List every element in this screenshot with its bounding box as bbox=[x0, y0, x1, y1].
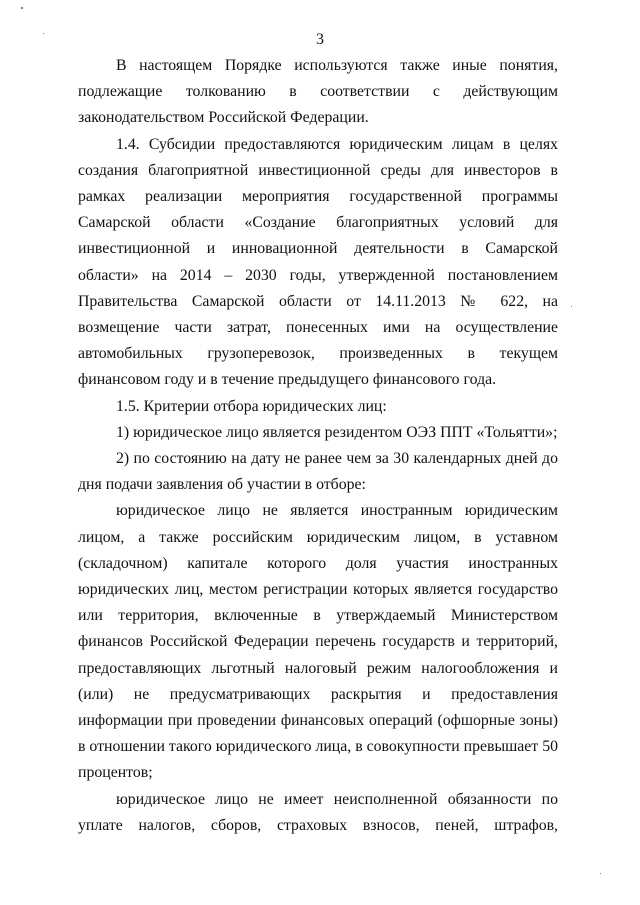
scan-speck bbox=[21, 7, 23, 9]
paragraph-1-4-subsidies: 1.4. Субсидии предоставляются юридическим лицам в целях создания благоприятной инвестиционной среды для инвесторов в рамках реализации мероприятия государственной программы Самарской области «Создание благоприятных условий для инвестиционной и инновационной деятельности в Самарской области» на 2014 – 2030 годы, утвержденной постановлением Правительства Самарской области от 14.11.2013 № 622, на возмещение части затрат, понесенных ими на осуществление автомобильных грузоперевозок, произведенных в текущем финансовом году и в течение предыдущего финансового года. bbox=[78, 135, 558, 389]
criterion-foreign-entity: юридическое лицо не является иностранным юридическим лицом, а также российским юридическим лицом, в уставном (складочном) капитале которого доля участия иностранных юридических лиц, местом регистрации которых является государство или территория, включенные в утверждаемый Министерством финансов Российской Федерации перечень государств и территорий, предоставляющих льготный налоговый режим налогообложения и (или) не предусматривающих раскрытия и предоставления информации при проведении финансовых операций (офшорные зоны) в отношении такого юридического лица, в совокупности превышает 50 процентов; bbox=[78, 502, 558, 782]
criterion-2-date: 2) по состоянию на дату не ранее чем за 30 календарных дней до дня подачи заявления об участии в отборе: bbox=[78, 450, 558, 494]
page-number: 3 bbox=[316, 31, 324, 48]
criterion-no-tax-debt: юридическое лицо не имеет неисполненной обязанности по уплате налогов, сборов, страховых взносов, пеней, штрафов, bbox=[78, 790, 558, 834]
paragraph-other-terms: В настоящем Порядке используются также иные понятия, подлежащие толкованию в соответствии с действующим законодательством Российской Федерации. bbox=[78, 57, 558, 127]
document-body bbox=[78, 53, 558, 839]
paragraph-1-5-criteria: 1.5. Критерии отбора юридических лиц: bbox=[116, 397, 387, 415]
criterion-1-resident: 1) юридическое лицо является резидентом ОЭЗ ППТ «Тольятти»; bbox=[116, 423, 558, 441]
scan-speck bbox=[600, 873, 601, 874]
scan-speck bbox=[571, 306, 572, 307]
scan-speck bbox=[43, 33, 44, 34]
